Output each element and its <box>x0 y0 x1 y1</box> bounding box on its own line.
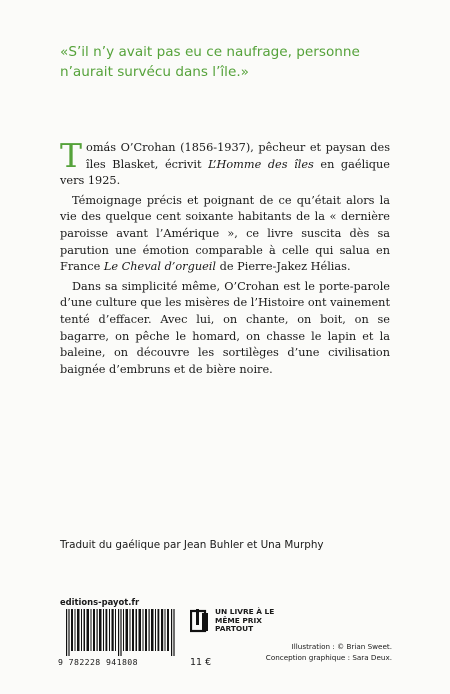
p2-book-title: Le Cheval d’orgueil <box>103 260 217 274</box>
cover-credits <box>266 641 392 663</box>
p1-text-a: omás O’Crohan (1856-1937), pêcheur et paysan des îles Blasket, écrivit <box>86 141 390 171</box>
translator-credit: Traduit du gaélique par Jean Buhler et Una Murphy <box>60 539 324 551</box>
barcode-bars <box>66 609 176 656</box>
p2-text-a: Témoignage précis et poignant de ce qu’était alors la vie des quelque cent soixante habitants de la « dernière paroisse avant l’Amérique », ce livre suscita dès sa parution une émotion comparable à celle qui salua en France <box>60 193 390 274</box>
livre-label-logo-icon <box>190 609 210 633</box>
isbn-number: 9 782228 941808 <box>58 657 138 667</box>
drop-cap: T <box>60 136 83 175</box>
illustration-credit: Illustration : © Brian Sweet. <box>291 642 392 651</box>
publisher-website: editions-payot.fr <box>60 597 140 607</box>
design-credit: Conception graphique : Sara Deux. <box>265 653 392 662</box>
blurb <box>60 136 390 381</box>
isbn-barcode <box>58 609 178 669</box>
blurb-paragraph-2 <box>60 193 390 276</box>
book-price: 11 € <box>190 657 212 668</box>
same-price-label: UN LIVRE À LE MÊME PRIX PARTOUT <box>215 607 275 634</box>
back-cover-quote: «S’il n’y avait pas eu ce naufrage, personne n’aurait survécu dans l’île.» <box>60 44 360 80</box>
blurb-paragraph-1 <box>60 136 390 190</box>
p2-text-b: de Pierre-Jakez Hélias. <box>216 260 351 274</box>
blurb-paragraph-3: Dans sa simplicité même, O’Crohan est le porte-parole d’une culture que les misères de l’Histoire ont vainement tenté d’effacer. Avec lui, on chante, on boit, on se bagarre, on pêche le homard, on chasse le lapin et la baleine, on découvre les sortilèges d’une civilisation baignée d’embruns et de bière noire. <box>60 279 390 376</box>
p1-book-title: L’Homme des îles <box>208 157 314 171</box>
p1-text-b: en gaélique vers 1925. <box>60 157 390 188</box>
